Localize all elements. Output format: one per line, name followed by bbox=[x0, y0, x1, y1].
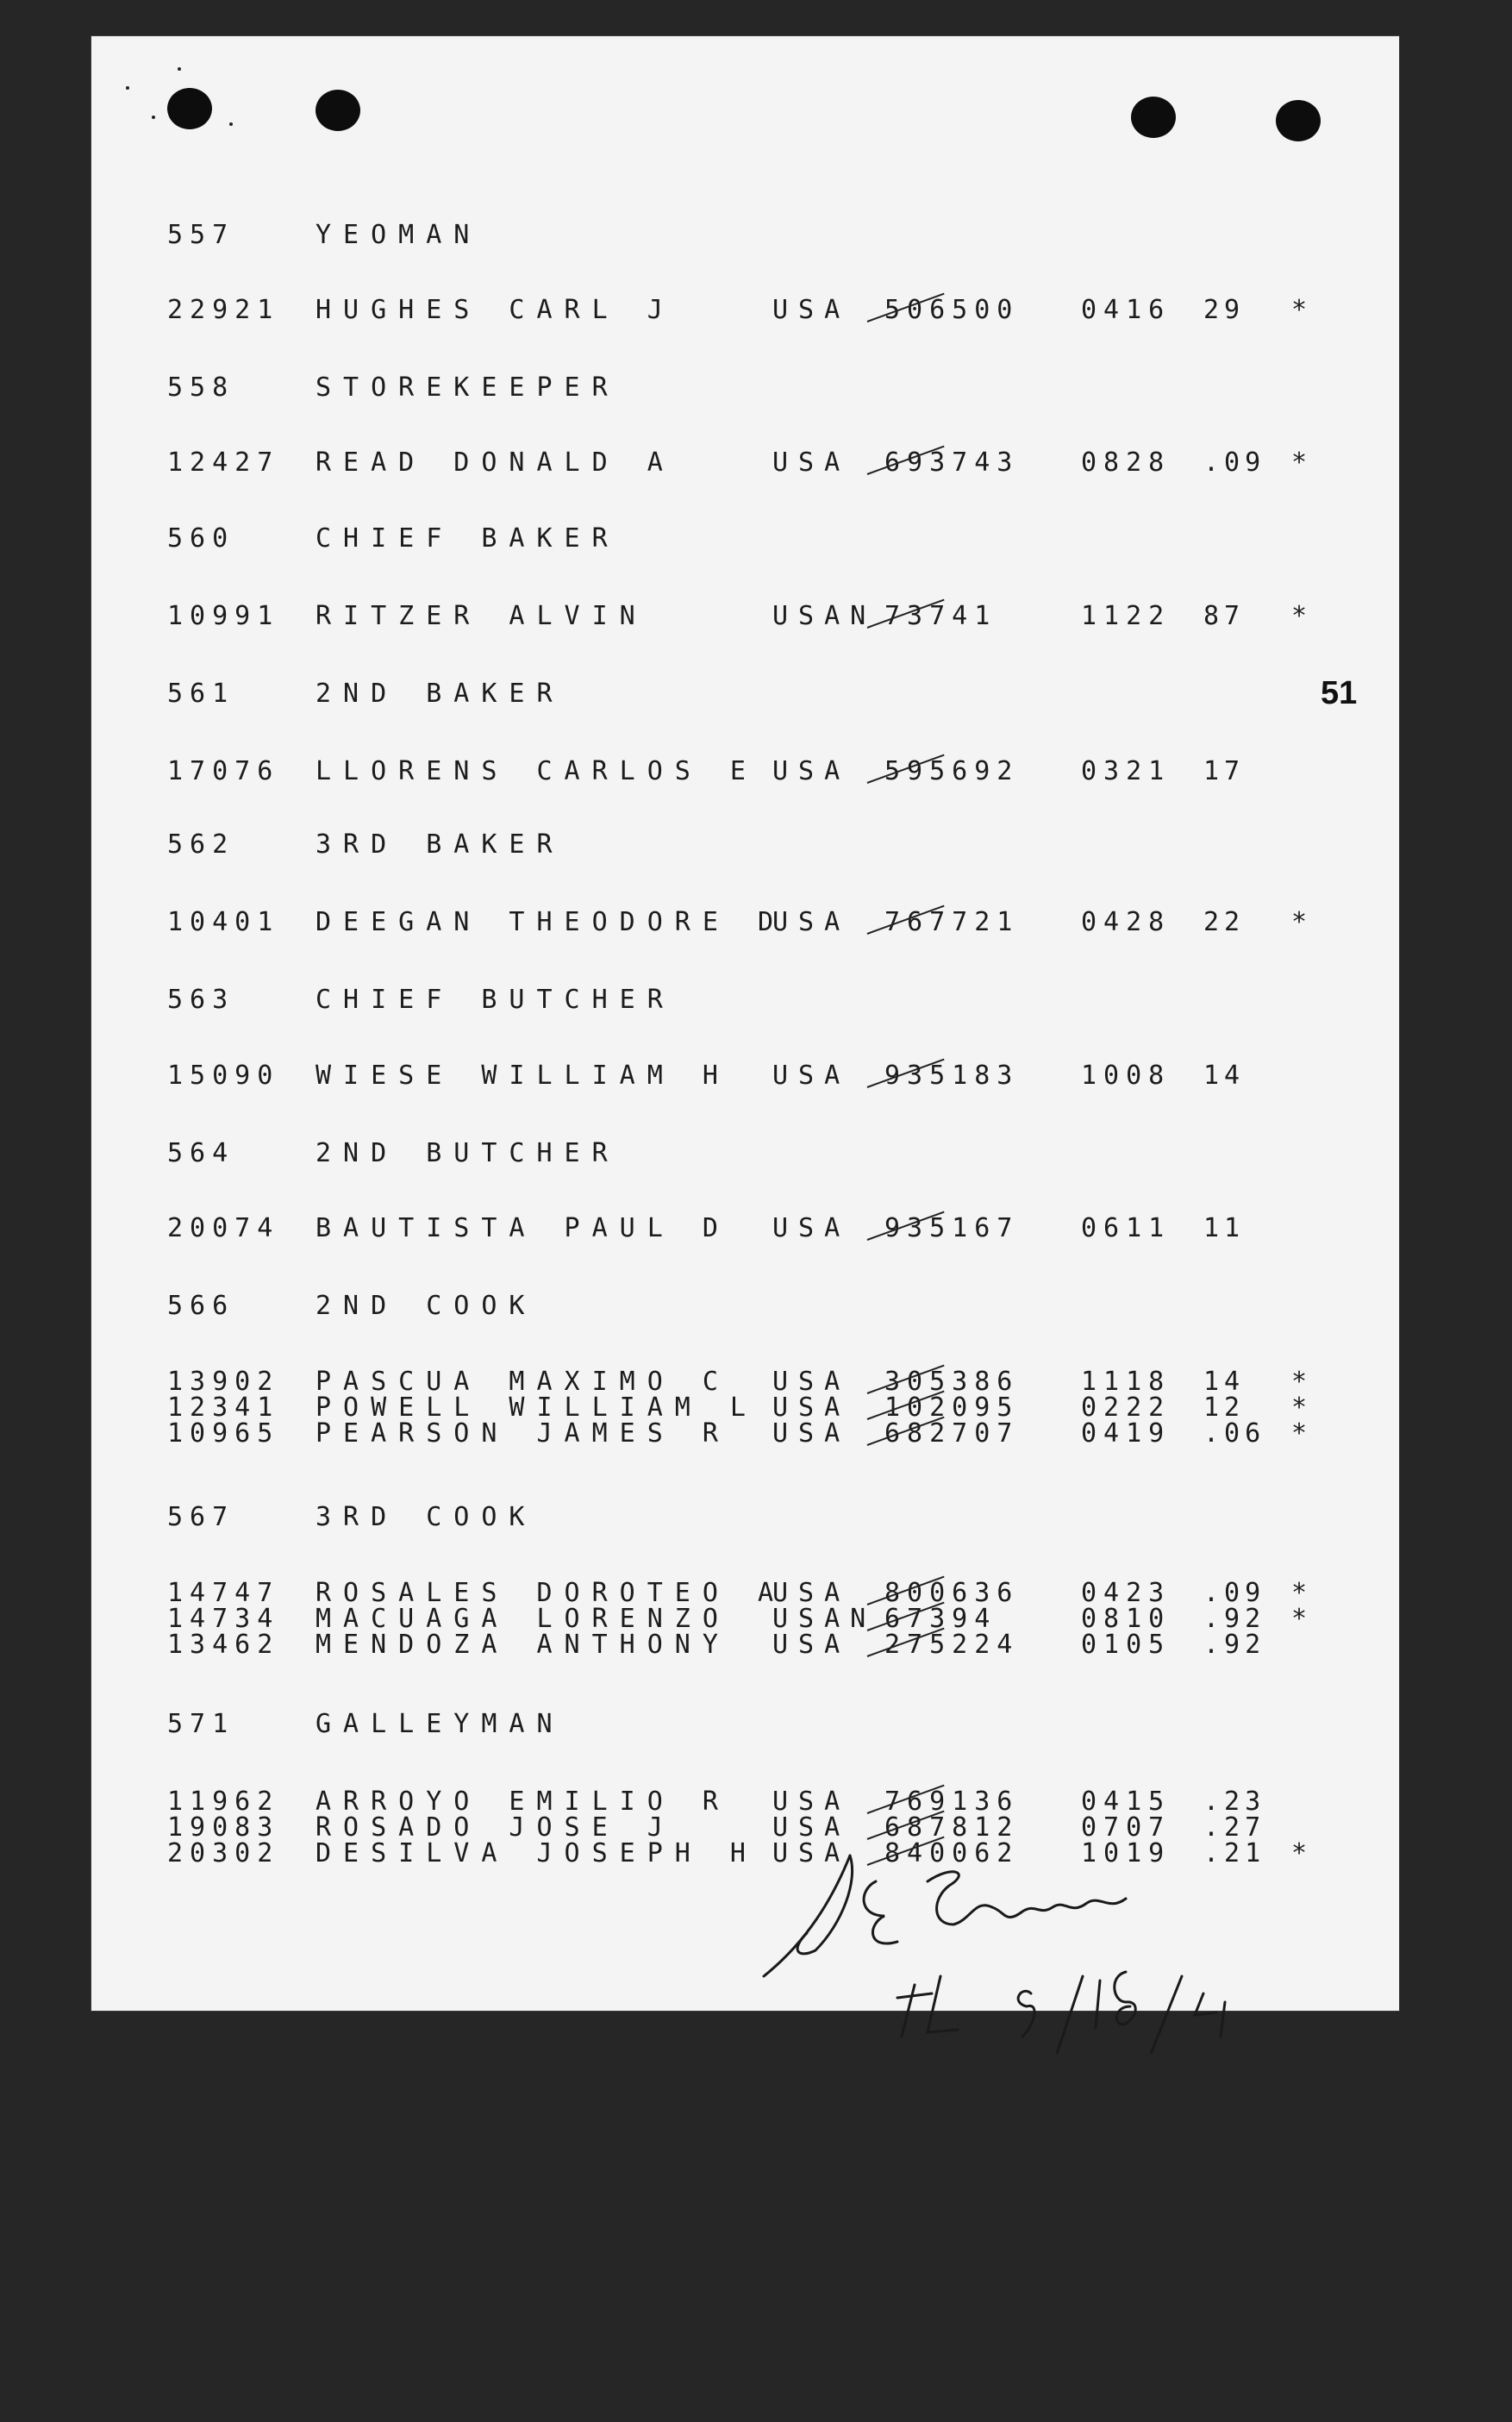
crew-name: POWELL WILLIAM L bbox=[316, 1392, 758, 1423]
book-number: 19083 bbox=[167, 1812, 280, 1843]
asterisk-mark: * bbox=[1291, 1392, 1308, 1423]
rating-heading bbox=[91, 1709, 1399, 1740]
rate-code: 14 bbox=[1203, 1061, 1246, 1091]
rate-code: 12 bbox=[1203, 1392, 1246, 1423]
id-number: 682707 bbox=[884, 1418, 1020, 1449]
rating-code: 563 bbox=[167, 985, 235, 1015]
asterisk-mark: * bbox=[1291, 1578, 1308, 1608]
citizenship-code: USAN bbox=[772, 1604, 877, 1634]
crew-entry bbox=[91, 1630, 1399, 1661]
book-number: 10401 bbox=[167, 907, 280, 937]
id-number: 687812 bbox=[884, 1812, 1020, 1843]
crew-entry bbox=[91, 907, 1399, 938]
rating-code: 557 bbox=[167, 220, 235, 250]
rate-code: 22 bbox=[1203, 907, 1246, 937]
citizenship-code: USA bbox=[772, 295, 851, 325]
rating-title: GALLEYMAN bbox=[316, 1709, 565, 1739]
rating-code: 567 bbox=[167, 1502, 235, 1532]
book-number: 20074 bbox=[167, 1213, 280, 1243]
crew-entry bbox=[91, 447, 1399, 479]
crew-entry bbox=[91, 1061, 1399, 1092]
date-code: 1019 bbox=[1081, 1838, 1171, 1868]
date-code: 1008 bbox=[1081, 1061, 1171, 1091]
book-number: 10965 bbox=[167, 1418, 280, 1449]
book-number: 13462 bbox=[167, 1630, 280, 1660]
rating-heading bbox=[91, 220, 1399, 251]
id-number: 840062 bbox=[884, 1838, 1020, 1868]
asterisk-mark: * bbox=[1291, 601, 1308, 631]
rate-code: .23 bbox=[1203, 1787, 1266, 1817]
crew-entry bbox=[91, 1418, 1399, 1449]
id-number: 595692 bbox=[884, 756, 1020, 786]
crew-name: ROSALES DOROTEO A bbox=[316, 1578, 786, 1608]
date-code: 1122 bbox=[1081, 601, 1171, 631]
speck bbox=[126, 86, 129, 90]
date-code: 0321 bbox=[1081, 756, 1171, 786]
id-number: 767721 bbox=[884, 907, 1020, 937]
date-code: 0828 bbox=[1081, 447, 1171, 478]
date-code: 0707 bbox=[1081, 1812, 1171, 1843]
crew-name: LLORENS CARLOS E bbox=[316, 756, 758, 786]
asterisk-mark: * bbox=[1291, 1418, 1308, 1449]
rating-code: 566 bbox=[167, 1291, 235, 1321]
id-number: 769136 bbox=[884, 1787, 1020, 1817]
asterisk-mark: * bbox=[1291, 1367, 1308, 1397]
handwritten-signature bbox=[747, 1830, 1298, 2054]
rating-title: 2ND BAKER bbox=[316, 679, 565, 709]
rate-code: 29 bbox=[1203, 295, 1246, 325]
citizenship-code: USA bbox=[772, 1213, 851, 1243]
crew-name: WIESE WILLIAM H bbox=[316, 1061, 730, 1091]
rate-code: .21 bbox=[1203, 1838, 1266, 1868]
crew-name: HUGHES CARL J bbox=[316, 295, 675, 325]
rating-code: 564 bbox=[167, 1138, 235, 1168]
rate-code: 14 bbox=[1203, 1367, 1246, 1397]
rating-code: 571 bbox=[167, 1709, 235, 1739]
rate-code: .06 bbox=[1203, 1418, 1266, 1449]
id-number: 693743 bbox=[884, 447, 1020, 478]
rate-code: .27 bbox=[1203, 1812, 1266, 1843]
crew-name: RITZER ALVIN bbox=[316, 601, 647, 631]
book-number: 15090 bbox=[167, 1061, 280, 1091]
asterisk-mark: * bbox=[1291, 1838, 1308, 1868]
book-number: 10991 bbox=[167, 601, 280, 631]
book-number: 20302 bbox=[167, 1838, 280, 1868]
rating-title: 3RD BAKER bbox=[316, 829, 565, 860]
id-number: 67394 bbox=[884, 1604, 997, 1634]
date-code: 0419 bbox=[1081, 1418, 1171, 1449]
book-number: 12427 bbox=[167, 447, 280, 478]
asterisk-mark: * bbox=[1291, 447, 1308, 478]
date-code: 0105 bbox=[1081, 1630, 1171, 1660]
punch-hole bbox=[167, 88, 212, 129]
crew-entry bbox=[91, 756, 1399, 787]
rating-title: 2ND BUTCHER bbox=[316, 1138, 620, 1168]
speck bbox=[178, 67, 181, 71]
id-number: 73741 bbox=[884, 601, 997, 631]
rating-title: CHIEF BUTCHER bbox=[316, 985, 675, 1015]
rating-title: 3RD COOK bbox=[316, 1502, 537, 1532]
id-number: 305386 bbox=[884, 1367, 1020, 1397]
asterisk-mark: * bbox=[1291, 1604, 1308, 1634]
date-code: 0416 bbox=[1081, 295, 1171, 325]
rating-title: 2ND COOK bbox=[316, 1291, 537, 1321]
book-number: 14747 bbox=[167, 1578, 280, 1608]
book-number: 17076 bbox=[167, 756, 280, 786]
rate-code: 17 bbox=[1203, 756, 1246, 786]
signature-block bbox=[747, 1830, 1298, 2057]
crew-name: READ DONALD A bbox=[316, 447, 675, 478]
citizenship-code: USA bbox=[772, 1787, 851, 1817]
crew-entry bbox=[91, 1213, 1399, 1244]
id-number: 800636 bbox=[884, 1578, 1020, 1608]
crew-name: PEARSON JAMES R bbox=[316, 1418, 730, 1449]
date-code: 0415 bbox=[1081, 1787, 1171, 1817]
rating-heading bbox=[91, 1502, 1399, 1533]
rating-heading bbox=[91, 372, 1399, 404]
citizenship-code: USA bbox=[772, 1838, 851, 1868]
speck bbox=[152, 116, 155, 119]
rating-heading bbox=[91, 1291, 1399, 1322]
punch-hole bbox=[1131, 97, 1176, 138]
crew-name: ROSADO JOSE J bbox=[316, 1812, 675, 1843]
crew-name: BAUTISTA PAUL D bbox=[316, 1213, 730, 1243]
citizenship-code: USA bbox=[772, 1061, 851, 1091]
rating-code: 561 bbox=[167, 679, 235, 709]
rating-heading bbox=[91, 1138, 1399, 1169]
id-number: 102095 bbox=[884, 1392, 1020, 1423]
rating-code: 562 bbox=[167, 829, 235, 860]
id-number: 935183 bbox=[884, 1061, 1020, 1091]
id-number: 935167 bbox=[884, 1213, 1020, 1243]
book-number: 11962 bbox=[167, 1787, 280, 1817]
rate-code: .92 bbox=[1203, 1604, 1266, 1634]
id-number: 506500 bbox=[884, 295, 1020, 325]
crew-entry bbox=[91, 295, 1399, 326]
rating-title: CHIEF BAKER bbox=[316, 523, 620, 554]
crew-name: DESILVA JOSEPH H bbox=[316, 1838, 758, 1868]
id-number: 275224 bbox=[884, 1630, 1020, 1660]
date-code: 1118 bbox=[1081, 1367, 1171, 1397]
crew-name: PASCUA MAXIMO C bbox=[316, 1367, 730, 1397]
citizenship-code: USA bbox=[772, 1418, 851, 1449]
citizenship-code: USA bbox=[772, 756, 851, 786]
citizenship-code: USA bbox=[772, 447, 851, 478]
citizenship-code: USA bbox=[772, 1630, 851, 1660]
rating-title: STOREKEEPER bbox=[316, 372, 620, 403]
book-number: 13902 bbox=[167, 1367, 280, 1397]
asterisk-mark: * bbox=[1291, 295, 1308, 325]
rate-code: .92 bbox=[1203, 1630, 1266, 1660]
citizenship-code: USA bbox=[772, 1812, 851, 1843]
citizenship-code: USA bbox=[772, 1392, 851, 1423]
punch-hole bbox=[316, 90, 360, 131]
rating-heading bbox=[91, 829, 1399, 861]
crew-name: MENDOZA ANTHONY bbox=[316, 1630, 730, 1660]
page-number: 51 bbox=[1321, 675, 1358, 711]
speck bbox=[229, 122, 233, 126]
book-number: 22921 bbox=[167, 295, 280, 325]
rating-heading bbox=[91, 523, 1399, 554]
citizenship-code: USAN bbox=[772, 601, 877, 631]
date-code: 0810 bbox=[1081, 1604, 1171, 1634]
rate-code: 11 bbox=[1203, 1213, 1246, 1243]
book-number: 12341 bbox=[167, 1392, 280, 1423]
crew-entry bbox=[91, 601, 1399, 632]
document-page bbox=[91, 36, 1399, 2011]
rating-heading bbox=[91, 985, 1399, 1016]
book-number: 14734 bbox=[167, 1604, 280, 1634]
rating-code: 558 bbox=[167, 372, 235, 403]
crew-name: ARROYO EMILIO R bbox=[316, 1787, 730, 1817]
citizenship-code: USA bbox=[772, 1578, 851, 1608]
punch-hole bbox=[1276, 100, 1321, 141]
rate-code: .09 bbox=[1203, 1578, 1266, 1608]
rating-title: YEOMAN bbox=[316, 220, 482, 250]
rate-code: 87 bbox=[1203, 601, 1246, 631]
rating-heading bbox=[91, 679, 1399, 710]
asterisk-mark: * bbox=[1291, 907, 1308, 937]
date-code: 0428 bbox=[1081, 907, 1171, 937]
rate-code: .09 bbox=[1203, 447, 1266, 478]
crew-name: DEEGAN THEODORE D bbox=[316, 907, 786, 937]
crew-name: MACUAGA LORENZO bbox=[316, 1604, 730, 1634]
citizenship-code: USA bbox=[772, 1367, 851, 1397]
rating-code: 560 bbox=[167, 523, 235, 554]
date-code: 0611 bbox=[1081, 1213, 1171, 1243]
citizenship-code: USA bbox=[772, 907, 851, 937]
date-code: 0222 bbox=[1081, 1392, 1171, 1423]
date-code: 0423 bbox=[1081, 1578, 1171, 1608]
